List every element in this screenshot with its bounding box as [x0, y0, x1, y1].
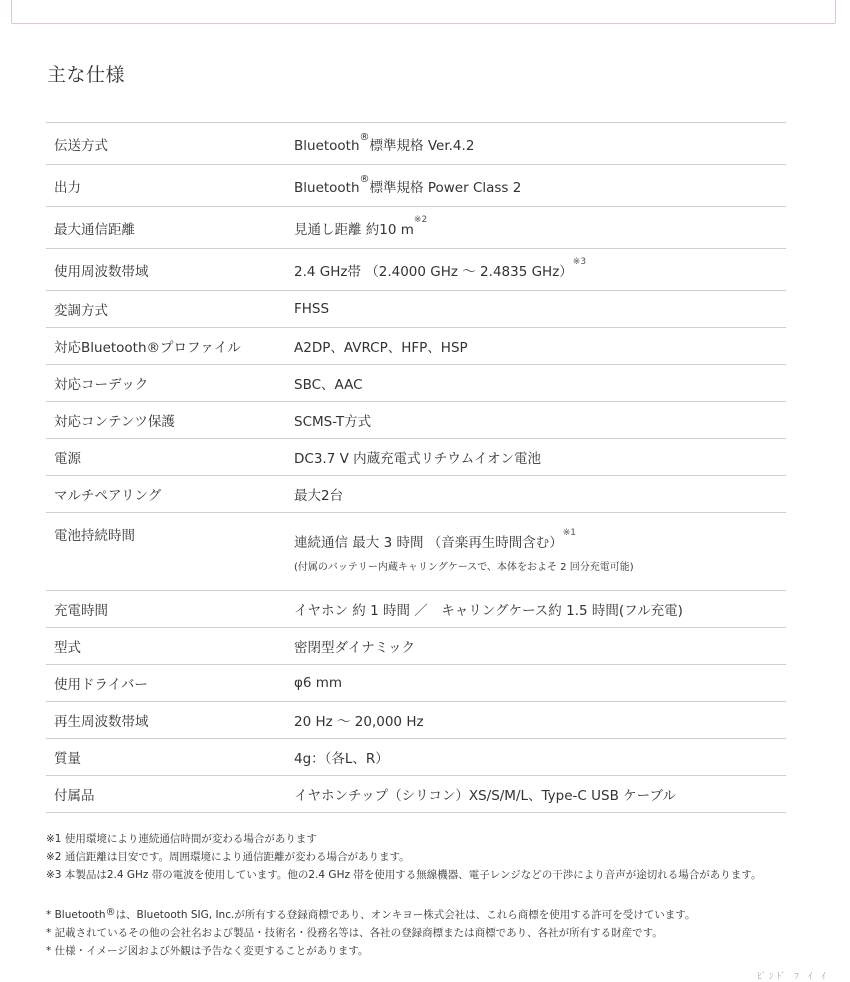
spec-label: 出力: [54, 179, 81, 196]
footnote-2: ※2 通信距離は目安です。周囲環境により通信距離が変わる場合があります。: [46, 851, 410, 863]
spec-value: SBC、AAC: [294, 377, 363, 393]
spec-label: 再生周波数帯域: [54, 714, 149, 730]
spec-value: イヤホンチップ（シリコン）XS/S/M/L、Type-C USB ケーブル: [294, 788, 676, 804]
table-row: [46, 665, 786, 702]
spec-label: 使用ドライバー: [54, 677, 148, 693]
spec-label: 変調方式: [54, 303, 108, 319]
spec-value: 連続通信 最大 3 時間 （音楽再生時間含む）$^{※1}$ (付属のバッテリー内蔵キャリングケースで、本体をおよそ 2 回分充電可能): [294, 513, 786, 591]
table-row: [46, 702, 786, 739]
table-row: [46, 328, 786, 365]
top-box-frame: [11, 0, 836, 24]
table-row: [46, 291, 786, 328]
spec-label: マルチペアリング: [54, 488, 162, 504]
spec-label: 付属品: [54, 788, 95, 804]
table-row: [46, 402, 786, 439]
cut-off-text: ﾋﾟﾝﾄﾞ ﾌ ｲ ｲ: [757, 972, 829, 982]
spec-value: DC3.7 V 内蔵充電式リチウムイオン電池: [294, 451, 542, 467]
spec-value: SCMS-T方式: [294, 414, 372, 430]
spec-table: [46, 122, 786, 813]
table-row: [46, 513, 786, 591]
spec-value: 20 Hz ～ 20,000 Hz: [294, 714, 424, 730]
spec-value: φ6 mm: [294, 675, 343, 691]
spec-label: 電源: [54, 451, 81, 467]
spec-value: 密閉型ダイナミック: [294, 640, 415, 656]
table-row: [46, 628, 786, 665]
spec-value: A2DP、AVRCP、HFP、HSP: [294, 340, 468, 356]
spec-label: 電池持続時間: [54, 528, 135, 544]
table-row: [46, 776, 786, 813]
trademark-note-3: * 仕様・イメージ図および外観は予告なく変更することがあります。: [46, 945, 369, 957]
spec-label: 伝送方式: [54, 137, 108, 154]
trademark-note-2: * 記載されているその他の会社名および製品・技術名・役務名等は、各社の登録商標または商標であり、各社が所有する財産です。: [46, 927, 663, 939]
table-row: [46, 165, 786, 207]
spec-value: 2.4 GHz帯 （2.4000 GHz ～ 2.4835 GHz）$^{※3}$: [294, 256, 587, 280]
spec-label: 対応コーデック: [54, 377, 149, 393]
page-title: 主な仕様: [47, 64, 126, 86]
spec-label: 質量: [54, 751, 81, 767]
table-row: [46, 365, 786, 402]
footnote-1: ※1 使用環境により連続通信時間が変わる場合があります: [46, 833, 317, 845]
footnote-ref: ※3: [572, 256, 587, 267]
footnote-ref: ※1: [562, 527, 577, 538]
table-row: [46, 476, 786, 513]
trademark-note-1: * Bluetooth®は、Bluetooth SIG, Inc.が所有する登録商標であり、オンキヨー株式会社は、これら商標を使用する許可を受けています。: [46, 907, 696, 921]
spec-label: 対応Bluetooth®プロファイル: [54, 340, 241, 356]
table-row: [46, 439, 786, 476]
spec-value: 見通し距離 約10 $m^{※2}$: [294, 214, 428, 238]
spec-label: 型式: [54, 640, 81, 656]
spec-label: 最大通信距離: [54, 221, 135, 238]
footnotes: [46, 830, 761, 884]
table-row: [46, 739, 786, 776]
spec-value: FHSS: [294, 301, 330, 317]
spec-label: 充電時間: [54, 603, 108, 619]
table-row: [46, 591, 786, 628]
footnote-ref: ※2: [413, 214, 428, 225]
spec-sub-note: (付属のバッテリー内蔵キャリングケースで、本体をおよそ 2 回分充電可能): [294, 561, 634, 573]
spec-value: 4g：（各L、R）: [294, 751, 389, 767]
spec-value: 最大2台: [294, 488, 344, 504]
table-row: [46, 249, 786, 291]
trademark-notes: [46, 906, 695, 960]
spec-label: 対応コンテンツ保護: [54, 414, 175, 430]
spec-value: イヤホン 約 1 時間 ／ キャリングケース約 1.5 時間(フル充電): [294, 603, 683, 619]
spec-label: 使用周波数帯域: [54, 263, 149, 280]
footnote-3: ※3 本製品は2.4 GHz 帯の電波を使用しています。他の2.4 GHz 帯を使用する無線機器、電子レンジなどの干渉により音声が途切れる場合があります。: [46, 869, 762, 881]
table-row: [46, 123, 786, 165]
spec-value: Bluetooth®標準規格 Power Class 2: [294, 173, 522, 196]
spec-value: Bluetooth®標準規格 Ver.4.2: [294, 131, 475, 154]
table-row: [46, 207, 786, 249]
